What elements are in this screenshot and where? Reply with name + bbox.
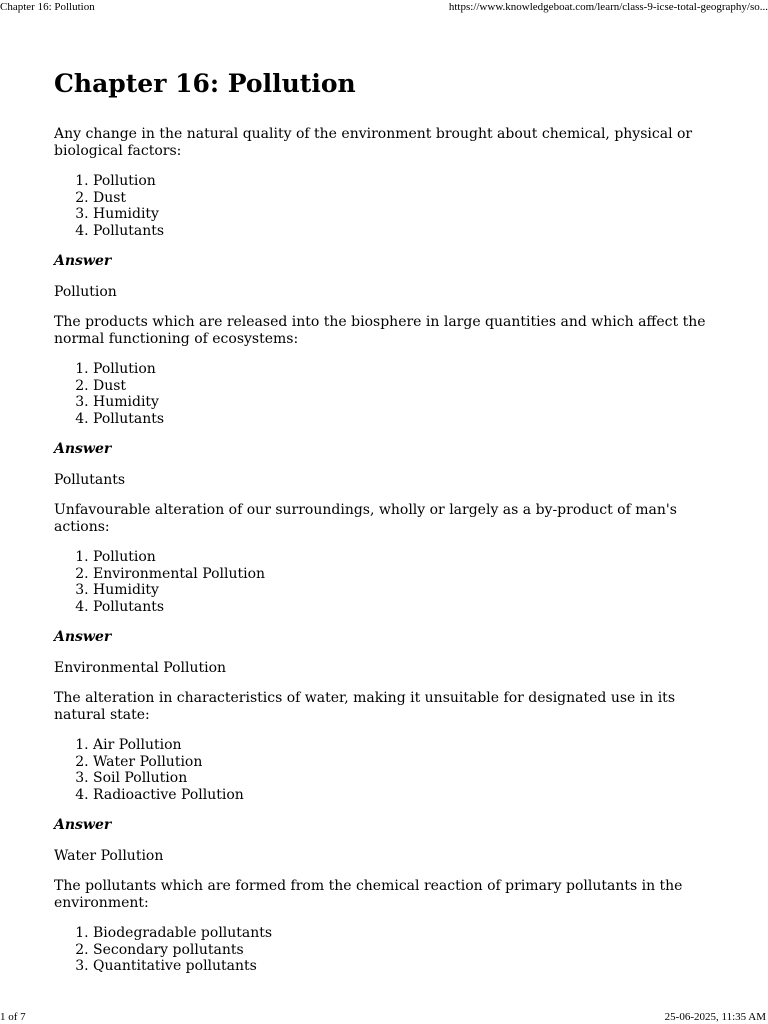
answer-label: Answer bbox=[54, 629, 112, 645]
options-list bbox=[54, 549, 714, 615]
answer-label: Answer bbox=[54, 253, 112, 269]
option-item: 3. Soil Pollution bbox=[93, 770, 714, 787]
document-body bbox=[54, 68, 714, 989]
question-text: The alteration in characteristics of water, making it unsuitable for designated use in its natural state: bbox=[54, 690, 675, 723]
question-text: Unfavourable alteration of our surroundings, wholly or largely as a by-product of man's actions: bbox=[54, 502, 677, 535]
print-header bbox=[0, 0, 768, 16]
page-number: 1 of 7 bbox=[0, 1011, 26, 1023]
answer-text: Environmental Pollution bbox=[54, 659, 227, 676]
option-item: 1. Air Pollution bbox=[93, 737, 714, 754]
options-list bbox=[54, 925, 714, 975]
options-list bbox=[54, 173, 714, 239]
option-item: 4. Radioactive Pollution bbox=[93, 787, 714, 804]
option-item: 2. Dust bbox=[93, 190, 714, 207]
options-list bbox=[54, 737, 714, 803]
answer-text: Water Pollution bbox=[54, 847, 164, 864]
option-item: 1. Pollution bbox=[93, 361, 714, 378]
question-text: Any change in the natural quality of the environment brought about chemical, physical or biological factors: bbox=[54, 126, 693, 159]
print-datetime: 25-06-2025, 11:35 AM bbox=[664, 1011, 766, 1023]
option-item: 2. Water Pollution bbox=[93, 754, 714, 771]
option-item: 4. Pollutants bbox=[93, 599, 714, 616]
answer-text: Pollution bbox=[54, 283, 117, 300]
print-footer bbox=[0, 1010, 768, 1024]
options-list bbox=[54, 361, 714, 427]
option-item: 2. Secondary pollutants bbox=[93, 942, 714, 959]
option-item: 4. Pollutants bbox=[93, 223, 714, 240]
answer-text: Pollutants bbox=[54, 471, 126, 488]
question-text: The pollutants which are formed from the chemical reaction of primary pollutants in the environment: bbox=[54, 878, 683, 911]
option-item: 2. Environmental Pollution bbox=[93, 566, 714, 583]
question-text: The products which are released into the biosphere in large quantities and which affect the normal functioning of ecosystems: bbox=[54, 314, 706, 347]
print-header-url: https://www.knowledgeboat.com/learn/class-9-icse-total-geography/so... bbox=[448, 1, 768, 13]
option-item: 3. Humidity bbox=[93, 582, 714, 599]
answer-label: Answer bbox=[54, 817, 112, 833]
option-item: 4. Pollutants bbox=[93, 411, 714, 428]
answer-label: Answer bbox=[54, 441, 112, 457]
option-item: 1. Pollution bbox=[93, 173, 714, 190]
option-item: 1. Pollution bbox=[93, 549, 714, 566]
page-title: Chapter 16: Pollution bbox=[54, 69, 356, 98]
option-item: 1. Biodegradable pollutants bbox=[93, 925, 714, 942]
option-item: 3. Humidity bbox=[93, 394, 714, 411]
option-item: 2. Dust bbox=[93, 378, 714, 395]
option-item: 3. Quantitative pollutants bbox=[93, 958, 714, 975]
option-item: 3. Humidity bbox=[93, 206, 714, 223]
print-header-title: Chapter 16: Pollution bbox=[0, 1, 95, 13]
